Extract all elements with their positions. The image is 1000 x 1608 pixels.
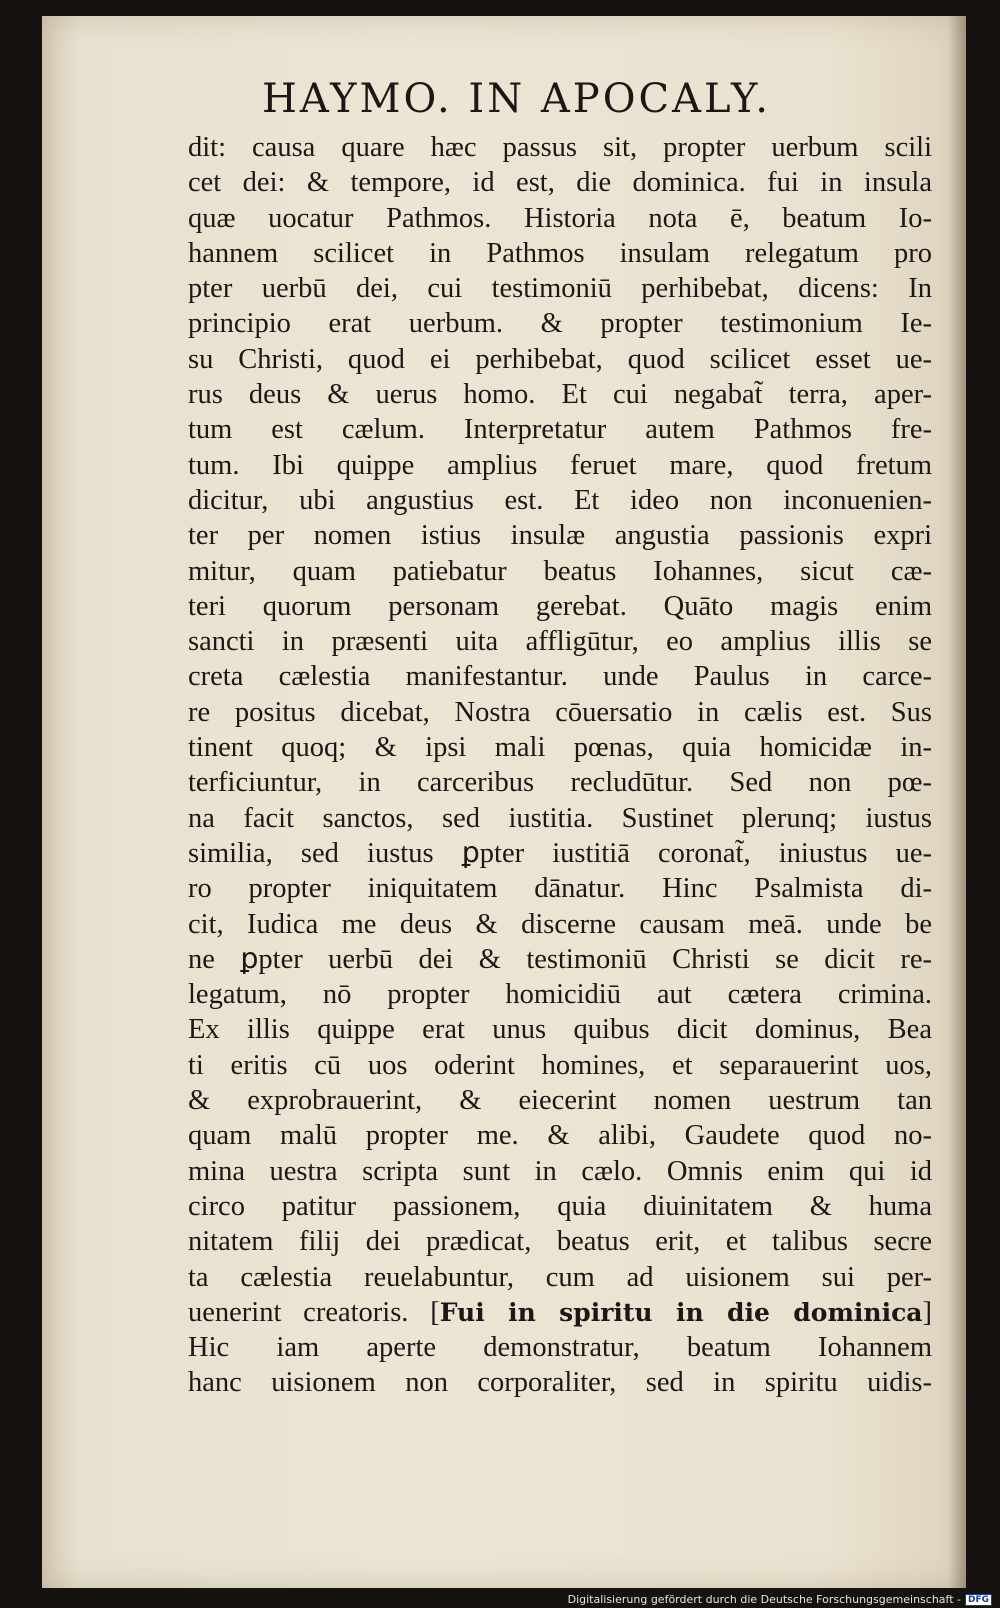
text-line: na facit sanctos, sed iustitia. Sustinet plerunq; iustus [188, 802, 932, 834]
rubric-suffix: ] [922, 1296, 932, 1328]
text-line: terficiuntur, in carceribus recludūtur. Sed non pœ- [188, 767, 932, 799]
text-line: teri quorum personam gerebat. Quāto magis enim [188, 590, 932, 622]
text-line: Ex illis quippe erat unus quibus dicit dominus, Bea [188, 1014, 932, 1046]
rubric-text-line [188, 1295, 932, 1330]
credit-text: Digitalisierung gefördert durch die Deutsche Forschungsgemeinschaft - [567, 1593, 961, 1606]
dfg-logo: DFG [965, 1594, 992, 1606]
text-line: tinent quoq; & ipsi mali pœnas, quia homicidæ in- [188, 732, 932, 764]
text-line: cet dei: & tempore, id est, die dominica. fui in insula [188, 167, 932, 199]
text-line: principio erat uerbum. & propter testimonium Ie- [188, 308, 932, 340]
digitization-credit [568, 1593, 992, 1606]
text-line: creta cælestia manifestantur. unde Paulus in carce- [188, 661, 932, 693]
running-head: HAYMO. IN APOCALY. [262, 76, 771, 122]
text-line: hanc uisionem non corporaliter, sed in spiritu uidis- [188, 1367, 932, 1399]
text-line: legatum, nō propter homicidiū aut cætera crimina. [188, 979, 932, 1011]
text-line: re positus dicebat, Nostra cōuersatio in cælis est. Sus [188, 696, 932, 728]
text-line: circo patitur passionem, quia diuinitatem & huma [188, 1190, 932, 1222]
page-edge-shadow [948, 16, 966, 1588]
text-line: rus deus & uerus homo. Et cui negabat̃ terra, aper- [188, 379, 932, 411]
text-line: sancti in præsenti uita affligūtur, eo amplius illis se [188, 626, 932, 658]
text-line: ter per nomen istius insulæ angustia passionis expri [188, 520, 932, 552]
rubric-prefix: uenerint creatoris. [ [188, 1296, 440, 1328]
text-line: tum. Ibi quippe amplius feruet mare, quod fretum [188, 449, 932, 481]
text-line: mitur, quam patiebatur beatus Iohannes, sicut cæ- [188, 555, 932, 587]
text-line: ta cælestia reuelabuntur, cum ad uisionem sui per- [188, 1261, 932, 1293]
body-text [188, 130, 932, 1401]
text-line: mina uestra scripta sunt in cælo. Omnis enim qui id [188, 1155, 932, 1187]
text-line: & exprobrauerint, & eiecerint nomen uestrum tan [188, 1085, 932, 1117]
text-line: quæ uocatur Pathmos. Historia nota ē, beatum Io- [188, 202, 932, 234]
text-line: hannem scilicet in Pathmos insulam relegatum pro [188, 237, 932, 269]
text-line: tum est cælum. Interpretatur autem Pathmos fre- [188, 414, 932, 446]
text-line: similia, sed iustus ꝑpter iustitiā coronat̃, iniustus ue- [188, 837, 932, 869]
text-line: Hic iam aperte demonstratur, beatum Iohannem [188, 1332, 932, 1364]
rubric-heading: Fui in spiritu in die dominica [439, 1297, 923, 1327]
text-line: quam malū propter me. & alibi, Gaudete quod no- [188, 1120, 932, 1152]
text-line: cit, Iudica me deus & discerne causam meā. unde be [188, 908, 932, 940]
text-line: dit: causa quare hæc passus sit, propter uerbum scili [188, 132, 932, 163]
text-line: dicitur, ubi angustius est. Et ideo non inconuenien- [188, 484, 932, 516]
text-line: nitatem filij dei prædicat, beatus erit, et talibus secre [188, 1226, 932, 1258]
text-line: pter uerbū dei, cui testimoniū perhibebat, dicens: In [188, 273, 932, 305]
text-line: su Christi, quod ei perhibebat, quod scilicet esset ue- [188, 343, 932, 375]
text-line: ro propter iniquitatem dānatur. Hinc Psalmista di- [188, 873, 932, 905]
text-line: ne ꝑpter uerbū dei & testimoniū Christi se dicit re- [188, 943, 932, 975]
text-line: ti eritis cū uos oderint homines, et separauerint uos, [188, 1049, 932, 1081]
